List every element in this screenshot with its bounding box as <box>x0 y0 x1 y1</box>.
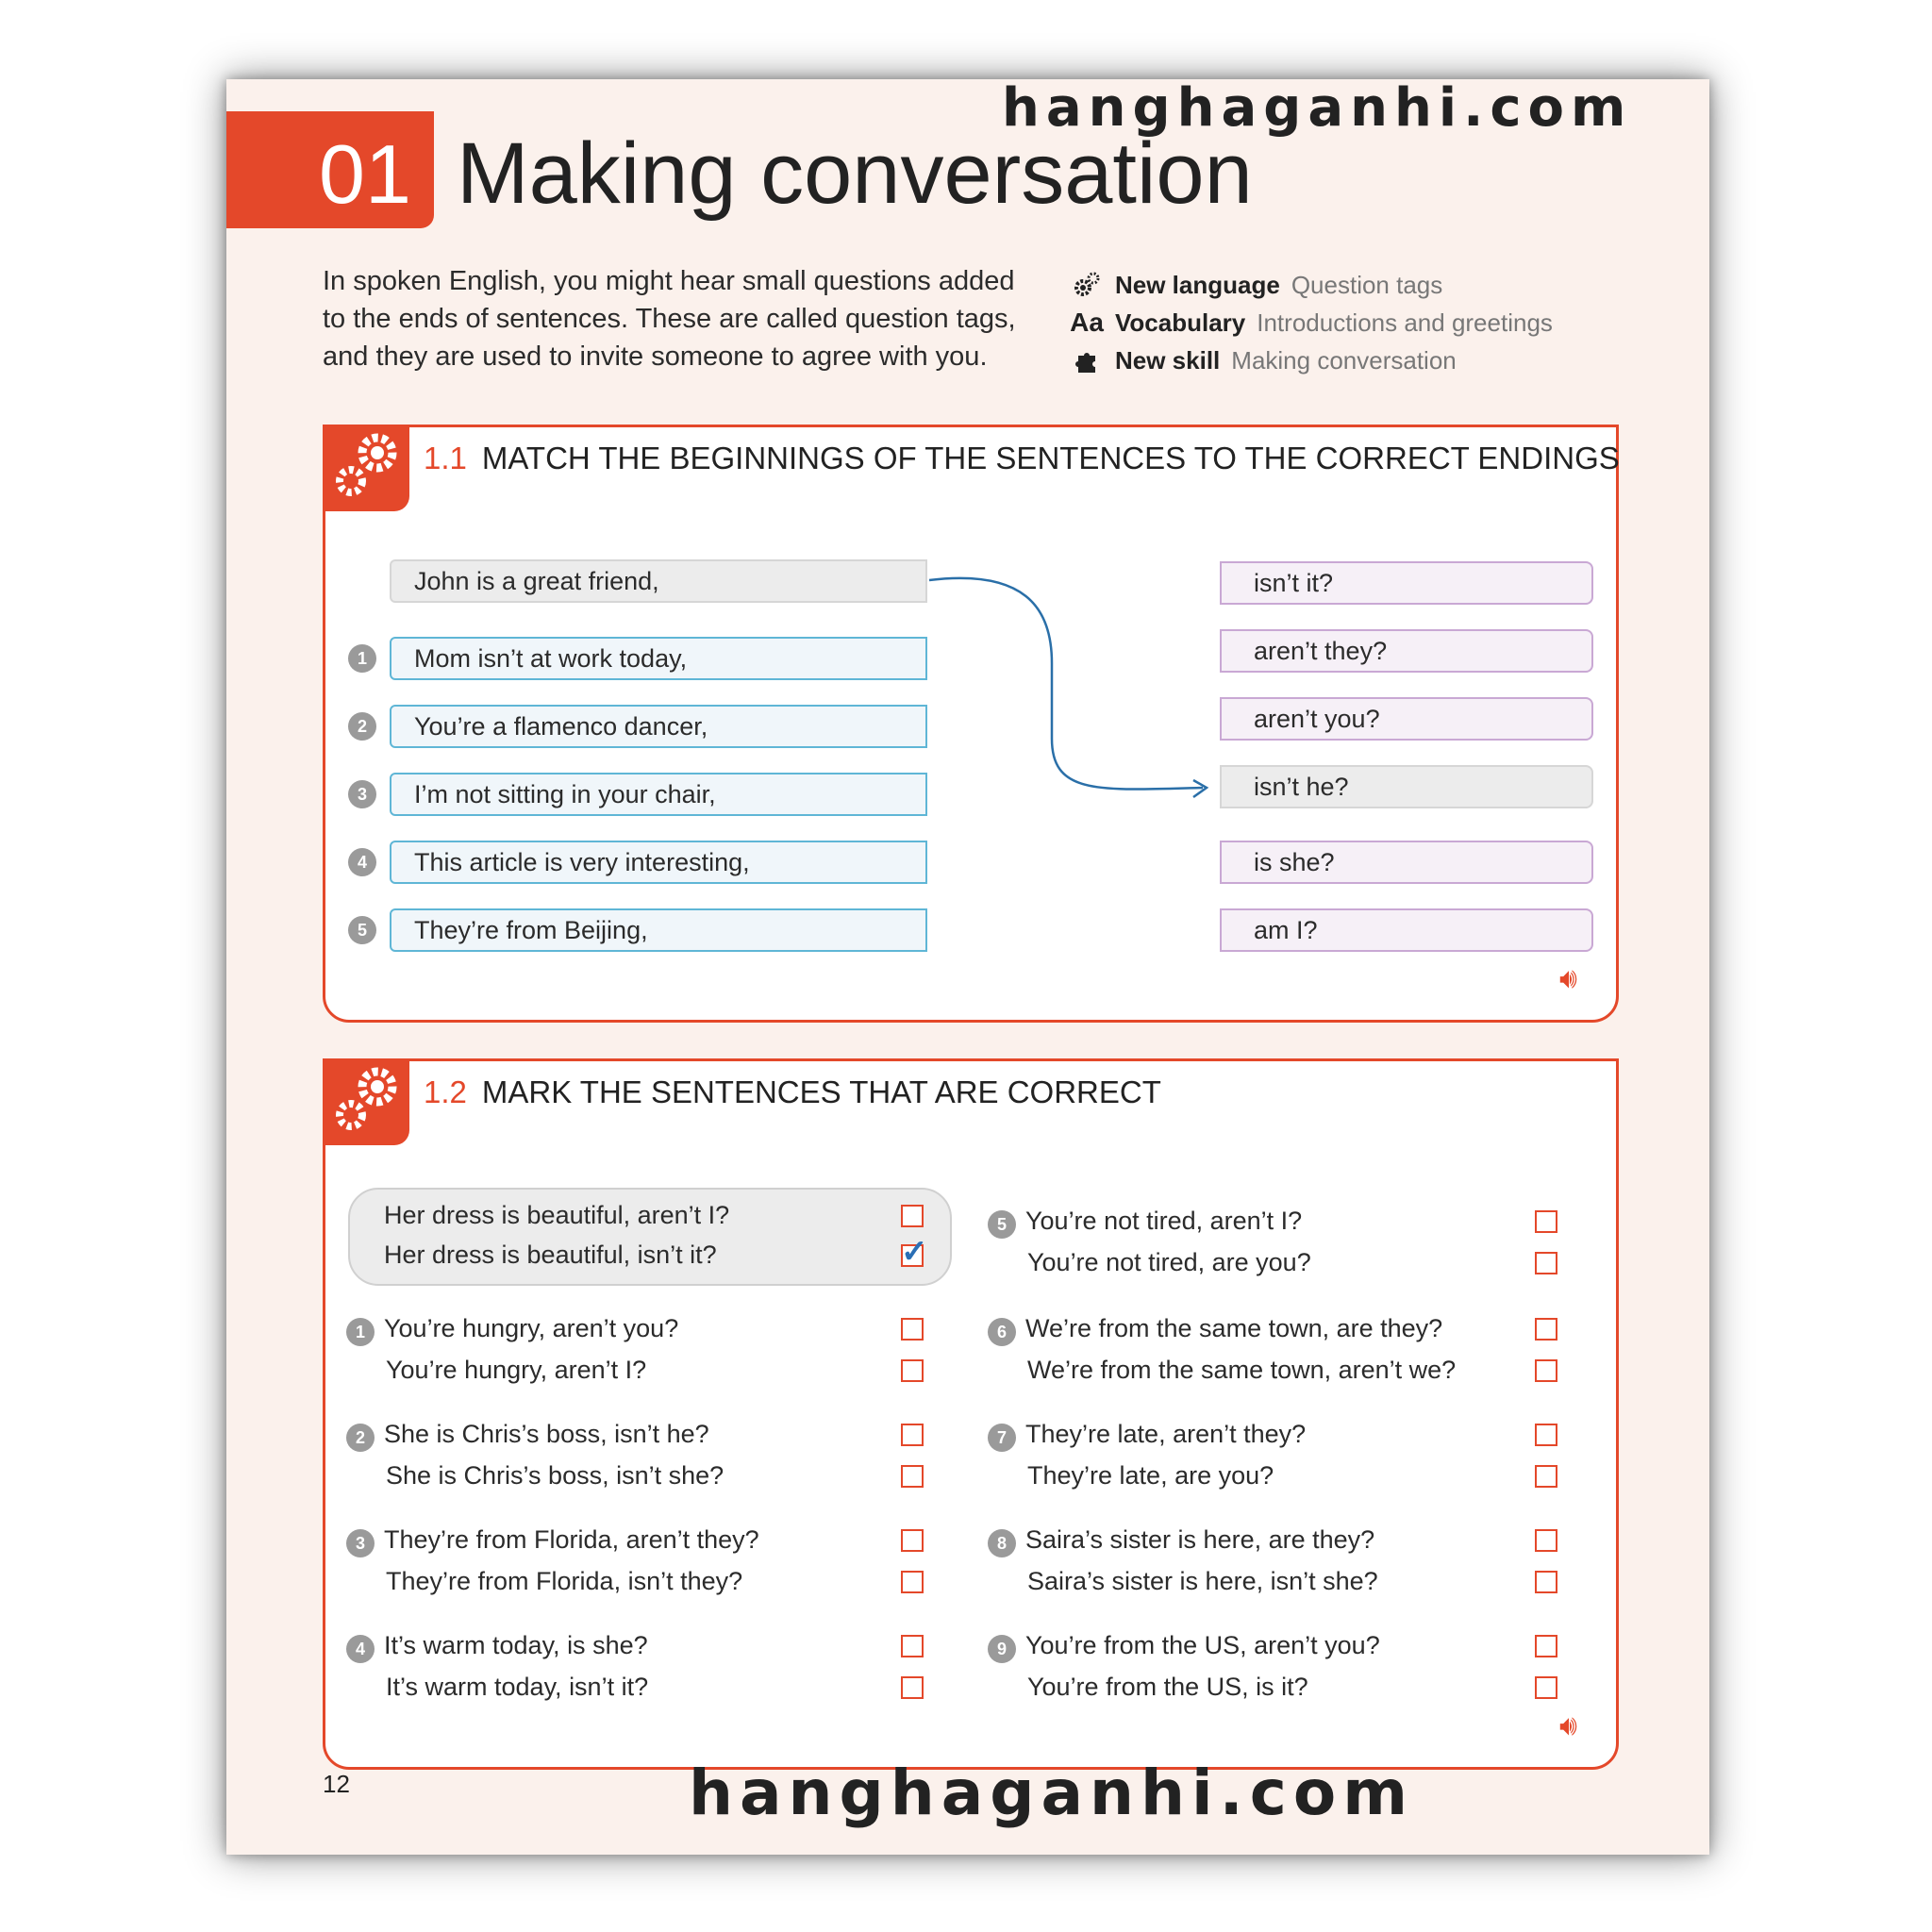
puzzle-icon <box>1070 346 1104 375</box>
item-number: 5 <box>348 916 376 944</box>
checkbox[interactable] <box>1535 1529 1557 1552</box>
watermark-bottom: hanghaganhi.com <box>689 1757 1414 1829</box>
tag-text: I’m not sitting in your chair, <box>414 779 716 808</box>
option-b: You’re hungry, aren’t I? <box>386 1356 647 1384</box>
intro-text: In spoken English, you might hear small questions added to the ends of sentences. These are called question tags, and they are used to invite someone to agree with you. <box>323 266 1016 372</box>
gears-icon <box>1070 271 1104 299</box>
checkbox[interactable] <box>901 1635 924 1657</box>
option-a: Saira’s sister is here, are they? <box>1025 1525 1375 1554</box>
item-number: 2 <box>346 1424 375 1452</box>
exercise-heading <box>424 1074 1161 1110</box>
checkbox[interactable] <box>1535 1252 1557 1274</box>
tag-text: am I? <box>1254 915 1318 944</box>
item-number: 1 <box>346 1318 375 1346</box>
example-option-a: Her dress is beautiful, aren’t I? <box>384 1201 730 1229</box>
tag-text: John is a great friend, <box>414 566 659 595</box>
option-b: It’s warm today, isn’t it? <box>386 1673 649 1701</box>
checkbox[interactable] <box>901 1529 924 1552</box>
example-checkbox-b-checked <box>901 1244 924 1267</box>
checkbox[interactable] <box>901 1424 924 1446</box>
checkbox[interactable] <box>901 1318 924 1341</box>
meta-value: Making conversation <box>1231 345 1457 375</box>
meta-row-new-skill <box>1070 341 1553 379</box>
meta-value: Introductions and greetings <box>1257 308 1553 337</box>
checkbox[interactable] <box>1535 1635 1557 1657</box>
tag-text: isn’t it? <box>1254 568 1334 597</box>
meta-row-vocabulary <box>1070 304 1553 341</box>
meta-list <box>1070 266 1553 379</box>
watermark-top: hanghaganhi.com <box>1002 77 1633 139</box>
meta-key: New language <box>1115 270 1280 299</box>
option-a: She is Chris’s boss, isn’t he? <box>384 1420 709 1448</box>
checkbox[interactable] <box>1535 1359 1557 1382</box>
example-match-arrow <box>325 427 1616 1020</box>
item-number: 5 <box>988 1210 1016 1239</box>
vocabulary-icon: Aa <box>1070 308 1104 337</box>
tag-text: Mom isn’t at work today, <box>414 643 688 673</box>
checkbox[interactable] <box>1535 1318 1557 1341</box>
exercise-number: 1.1 <box>424 441 467 475</box>
unit-number: 01 <box>319 127 411 221</box>
tag-text: You’re a flamenco dancer, <box>414 711 708 741</box>
item-number: 3 <box>346 1529 375 1557</box>
tag-text: isn’t he? <box>1254 772 1349 801</box>
meta-value: Question tags <box>1291 270 1443 299</box>
item-number: 1 <box>348 644 376 673</box>
audio-icon[interactable]: 🔊︎ <box>1559 1710 1577 1741</box>
item-number: 6 <box>988 1318 1016 1346</box>
checkbox[interactable] <box>901 1676 924 1699</box>
exercise-instruction: MATCH THE BEGINNINGS OF THE SENTENCES TO THE CORRECT ENDINGS <box>481 441 1620 475</box>
item-number: 7 <box>988 1424 1016 1452</box>
item-number: 2 <box>348 712 376 741</box>
tag-text: is she? <box>1254 847 1335 876</box>
checkbox[interactable] <box>901 1571 924 1593</box>
checkbox[interactable] <box>1535 1424 1557 1446</box>
example-checkbox-a <box>901 1205 924 1227</box>
item-number: 8 <box>988 1529 1016 1557</box>
option-b: We’re from the same town, aren’t we? <box>1027 1356 1457 1384</box>
example-option-b: Her dress is beautiful, isn’t it? <box>384 1241 717 1269</box>
page-number: 12 <box>323 1770 350 1798</box>
option-a: You’re from the US, aren’t you? <box>1025 1631 1380 1659</box>
meta-key: Vocabulary <box>1115 308 1246 337</box>
checkbox[interactable] <box>1535 1571 1557 1593</box>
option-a: They’re late, aren’t they? <box>1025 1420 1307 1448</box>
option-a: They’re from Florida, aren’t they? <box>384 1525 759 1554</box>
item-number: 9 <box>988 1635 1016 1663</box>
exercise-1-2-panel <box>323 1058 1619 1770</box>
checkbox[interactable] <box>901 1359 924 1382</box>
exercise-instruction: MARK THE SENTENCES THAT ARE CORRECT <box>481 1074 1161 1109</box>
tag-text: aren’t you? <box>1254 704 1380 733</box>
checkbox[interactable] <box>1535 1210 1557 1233</box>
page-title: Making conversation <box>457 125 1253 222</box>
option-b: They’re late, are you? <box>1027 1461 1274 1490</box>
meta-key: New skill <box>1115 345 1221 375</box>
checkbox[interactable] <box>1535 1465 1557 1488</box>
audio-icon[interactable]: 🔊︎ <box>1559 963 1577 994</box>
tag-text: They’re from Beijing, <box>414 915 648 944</box>
option-b: Saira’s sister is here, isn’t she? <box>1027 1567 1378 1595</box>
gears-icon <box>323 1058 409 1145</box>
option-b: You’re from the US, is it? <box>1027 1673 1308 1701</box>
exercise-1-1-panel <box>323 425 1619 1023</box>
checkbox[interactable] <box>1535 1676 1557 1699</box>
meta-row-new-language <box>1070 266 1553 304</box>
item-number: 4 <box>346 1635 375 1663</box>
option-a: You’re hungry, aren’t you? <box>384 1314 679 1342</box>
option-a: We’re from the same town, are they? <box>1025 1314 1443 1342</box>
option-a: It’s warm today, is she? <box>384 1631 648 1659</box>
option-a: You’re not tired, aren’t I? <box>1025 1207 1303 1235</box>
item-number: 3 <box>348 780 376 808</box>
exercise-number: 1.2 <box>424 1074 467 1109</box>
option-b: You’re not tired, are you? <box>1027 1248 1311 1276</box>
checkbox[interactable] <box>901 1465 924 1488</box>
option-b: They’re from Florida, isn’t they? <box>386 1567 743 1595</box>
tag-text: aren’t they? <box>1254 636 1388 665</box>
tag-text: This article is very interesting, <box>414 847 750 876</box>
item-number: 4 <box>348 848 376 876</box>
option-b: She is Chris’s boss, isn’t she? <box>386 1461 724 1490</box>
